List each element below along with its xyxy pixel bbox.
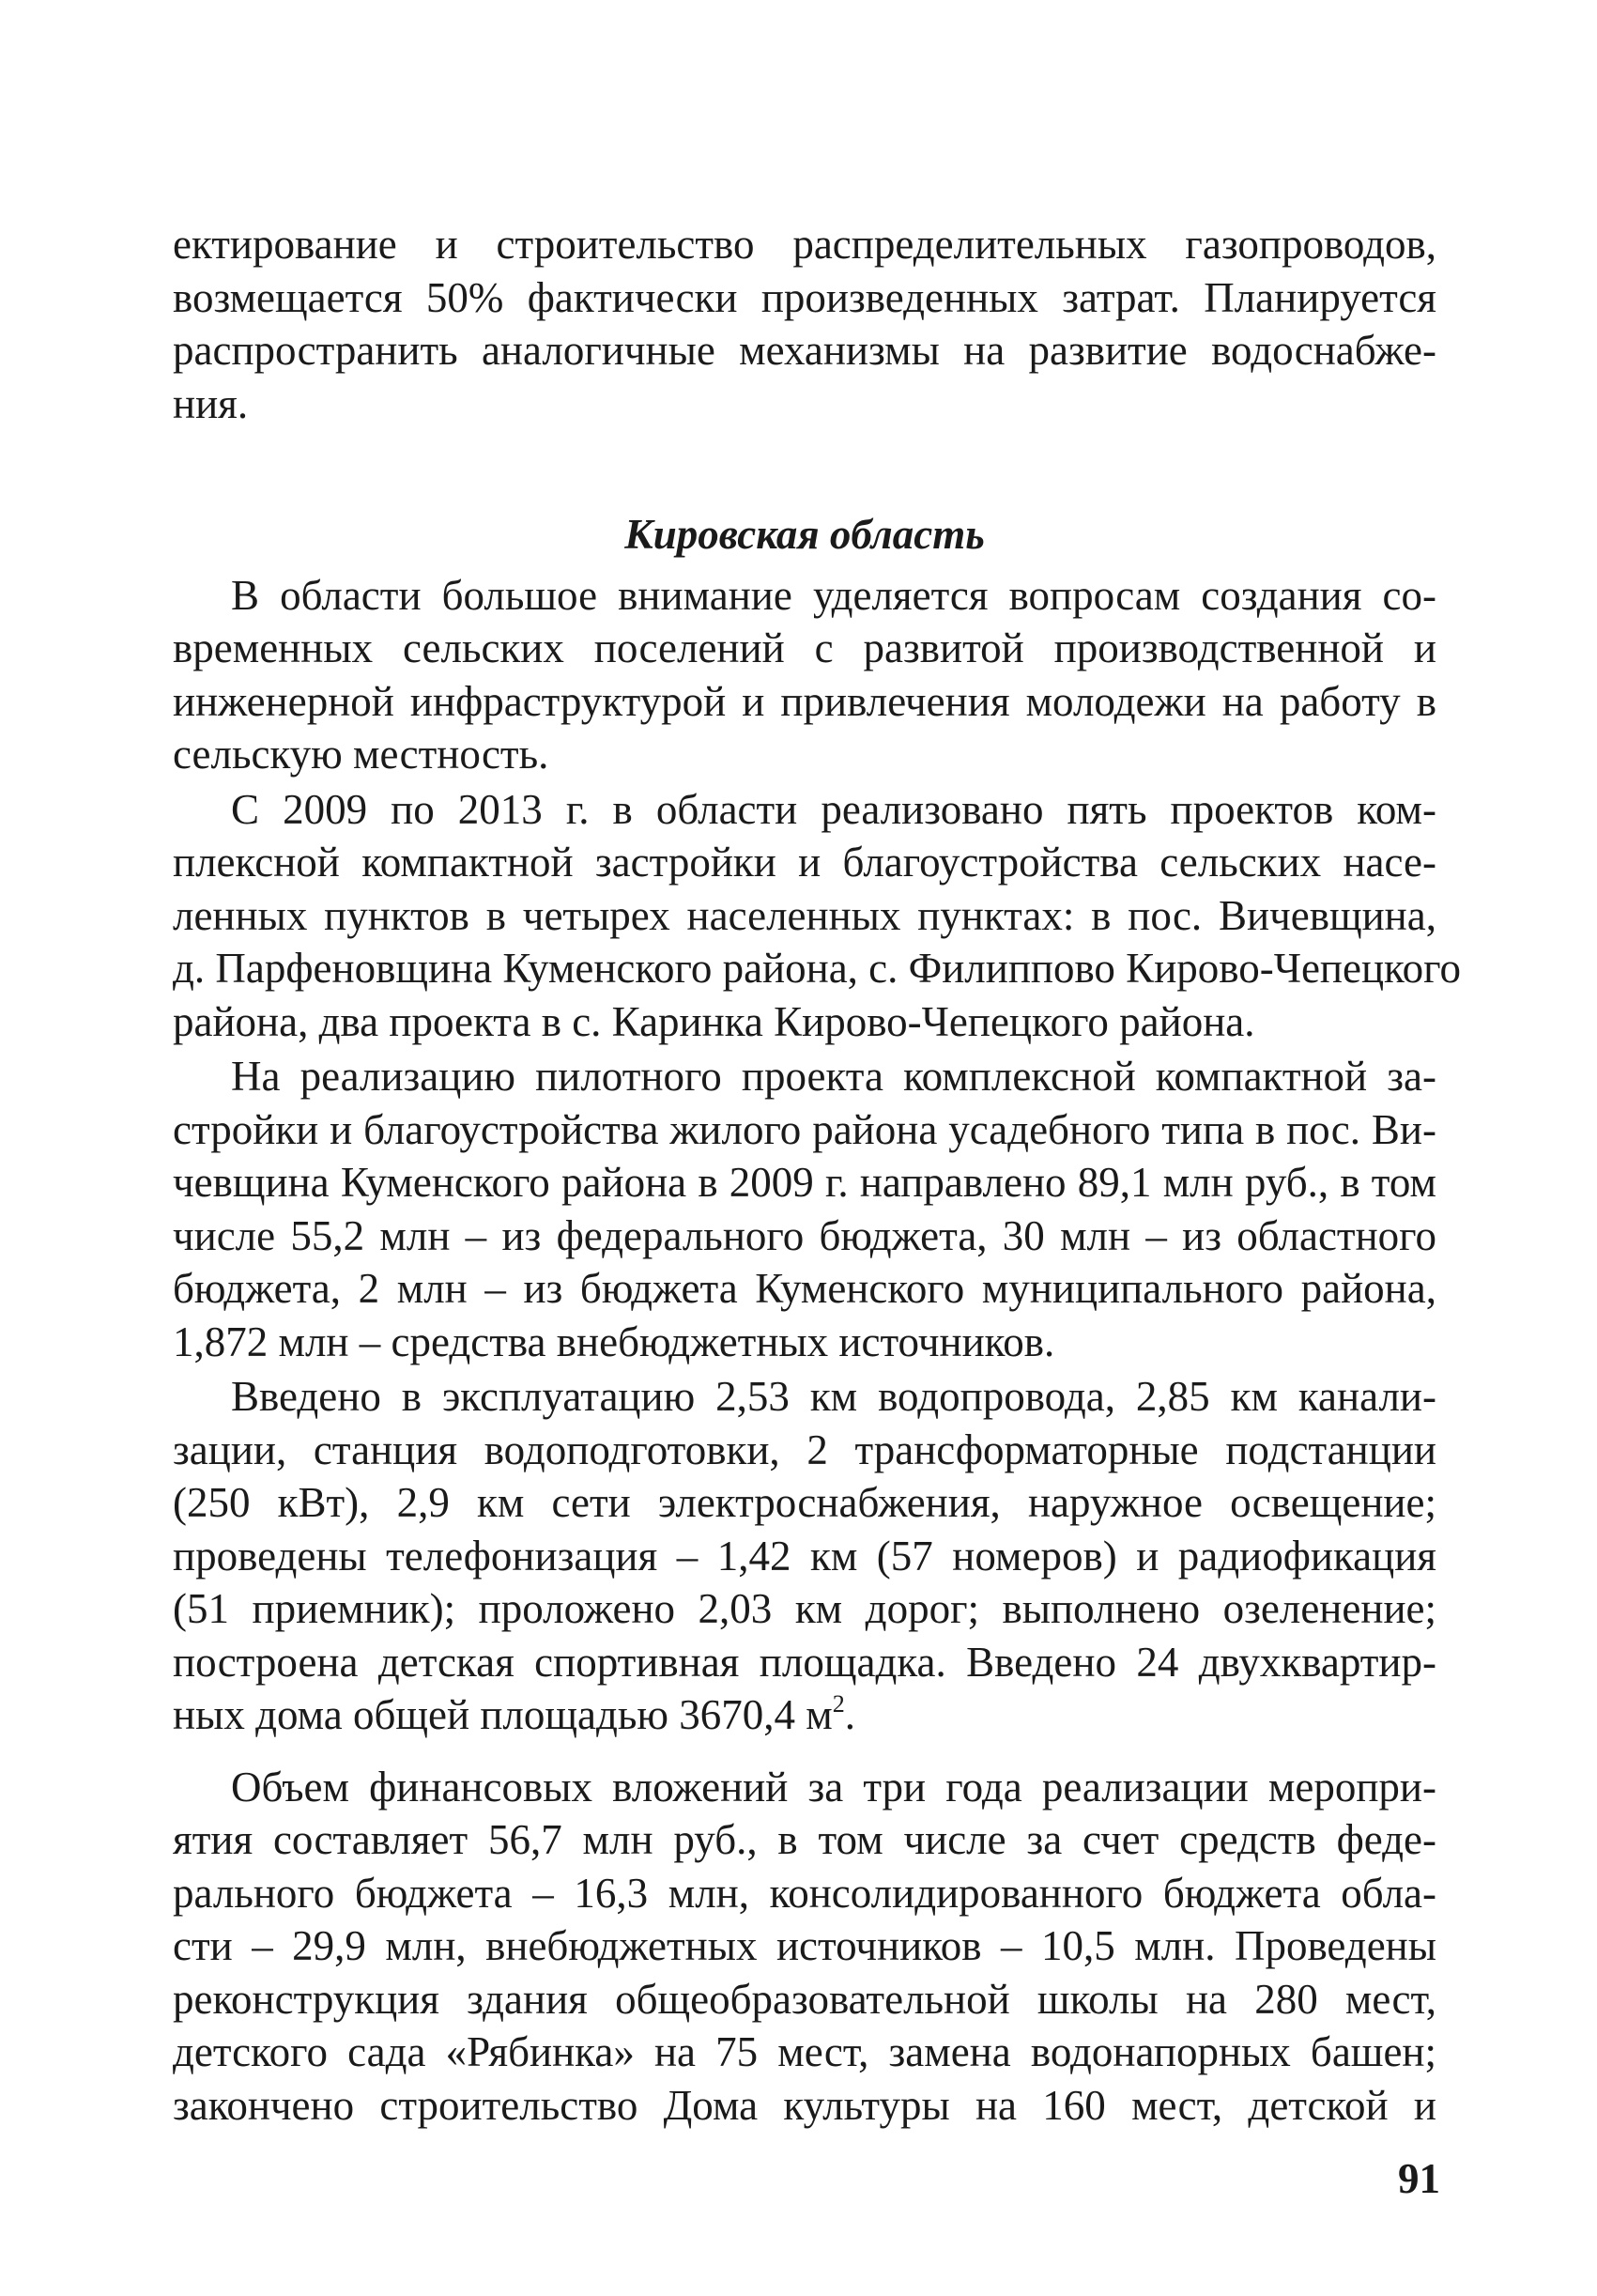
paragraph-2 <box>173 783 1461 1049</box>
text-line: ния. <box>173 379 249 427</box>
text-line: Объем финансовых вложений за три года реализации меропри- <box>231 1763 1436 1811</box>
text-line: зации, станция водоподготовки, 2 трансформаторные подстанции <box>173 1425 1436 1473</box>
text-line: реконструкция здания общеобразовательной школы на 280 мест, <box>173 1975 1436 2023</box>
text-line-body: ных дома общей площадью 3670,4 м <box>173 1691 833 1738</box>
text-line: ектирование и строительство распределительных газопроводов, <box>173 221 1436 268</box>
text-line: плексной компактной застройки и благоустройства сельских насе- <box>173 839 1436 886</box>
text-line: На реализацию пилотного проекта комплексной компактной за- <box>231 1053 1436 1100</box>
text-line: чевщина Куменского района в 2009 г. направлено 89,1 млн руб., в том <box>173 1159 1436 1206</box>
text-line: распространить аналогичные механизмы на развитие водоснабже- <box>173 327 1436 374</box>
text-line-with-superscript <box>173 1688 1436 1742</box>
text-line: закончено строительство Дома культуры на 160 мест, детской и <box>173 2081 1436 2129</box>
text-line: С 2009 по 2013 г. в области реализовано пять проектов ком- <box>231 785 1436 833</box>
text-line: района, два проекта в с. Каринка Кирово-Чепецкого района. <box>173 997 1255 1045</box>
text-line: сти – 29,9 млн, внебюджетных источников – 10,5 млн. Проведены <box>173 1922 1436 1969</box>
superscript: 2 <box>832 1690 845 1718</box>
text-line: В области большое внимание уделяется вопросам создания со- <box>231 571 1436 619</box>
section-heading: Кировская область <box>624 511 985 558</box>
page-body <box>173 218 1461 2132</box>
text-line: сельскую местность. <box>173 731 549 778</box>
text-line: бюджета, 2 млн – из бюджета Куменского муниципального района, <box>173 1265 1436 1312</box>
text-line: детского сада «Рябинка» на 75 мест, замена водонапорных башен; <box>173 2028 1436 2075</box>
text-line: д. Парфеновщина Куменского района, с. Филиппово Кирово-Чепецкого <box>173 945 1461 992</box>
page-number: 91 <box>1398 2155 1440 2202</box>
text-line: (250 кВт), 2,9 км сети электроснабжения, наружное освещение; <box>173 1479 1436 1526</box>
text-line: ятия составляет 56,7 млн руб., в том числе за счет средств феде- <box>173 1816 1436 1863</box>
text-line: Введено в эксплуатацию 2,53 км водопровода, 2,85 км канали- <box>231 1373 1436 1420</box>
text-line: числе 55,2 млн – из федерального бюджета, 30 млн – из областного <box>173 1211 1436 1259</box>
text-line: инженерной инфраструктурой и привлечения молодежи на работу в <box>173 677 1436 725</box>
paragraph-5 <box>173 1761 1436 2133</box>
text-line: временных сельских поселений с развитой производственной и <box>173 624 1436 671</box>
text-line-end: . <box>844 1691 856 1738</box>
intro-paragraph <box>173 218 1436 430</box>
paragraph-4 <box>173 1370 1436 1742</box>
text-line: 1,872 млн – средства внебюджетных источников. <box>173 1318 1055 1365</box>
text-line: стройки и благоустройства жилого района усадебного типа в пос. Ви- <box>173 1105 1436 1153</box>
text-line: (51 приемник); проложено 2,03 км дорог; выполнено озеленение; <box>173 1585 1436 1632</box>
text-line: возмещается 50% фактически произведенных затрат. Планируется <box>173 273 1436 321</box>
paragraph-1 <box>173 569 1436 781</box>
text-line: рального бюджета – 16,3 млн, консолидированного бюджета обла- <box>173 1869 1436 1917</box>
paragraph-3 <box>173 1050 1436 1368</box>
text-line: проведены телефонизация – 1,42 км (57 номеров) и радиофикация <box>173 1532 1436 1579</box>
text-line: ленных пунктов в четырех населенных пунктах: в пос. Вичевщина, <box>173 891 1436 939</box>
text-line: построена детская спортивная площадка. Введено 24 двухквартир- <box>173 1638 1436 1686</box>
